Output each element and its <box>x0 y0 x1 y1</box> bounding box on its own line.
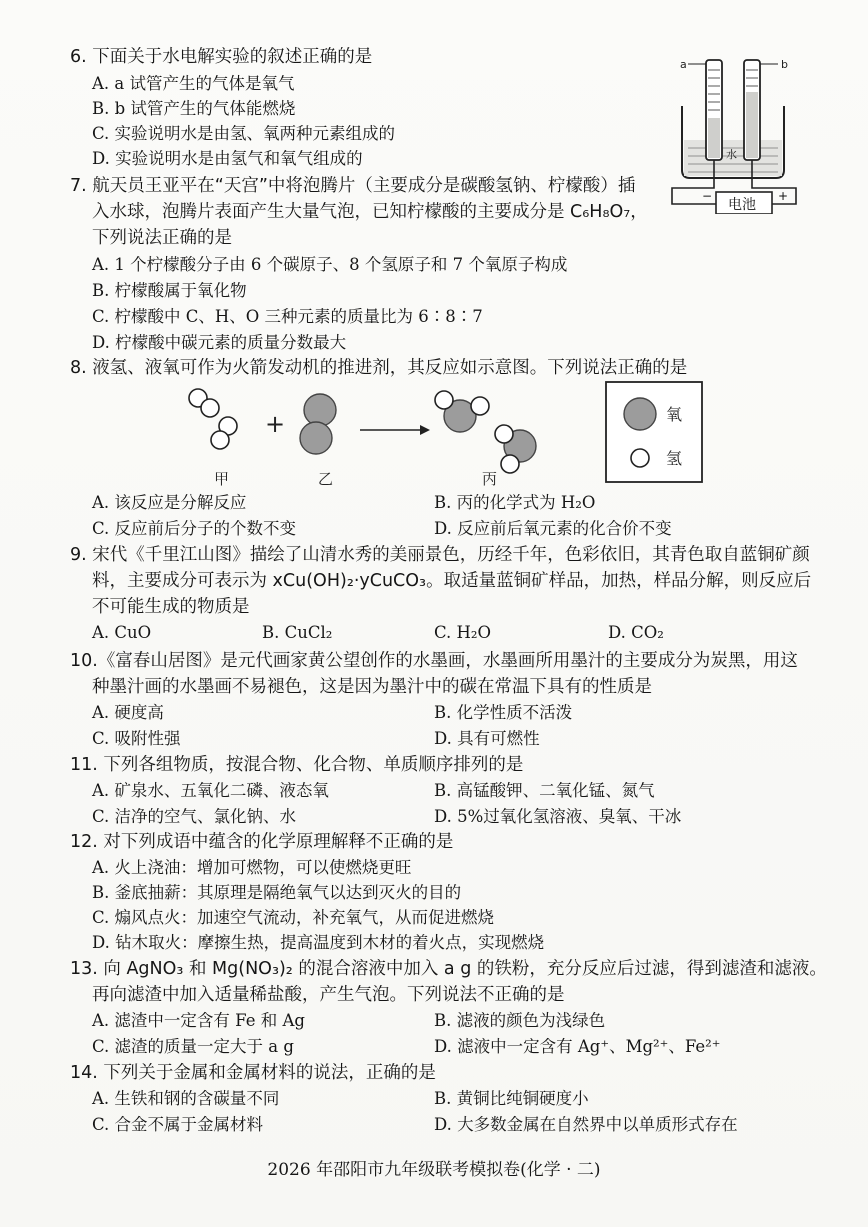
q7-option-a: A. 1 个柠檬酸分子由 6 个碳原子、8 个氢原子和 7 个氧原子构成 <box>92 255 568 274</box>
q10-option-a: A. 硬度高 <box>92 703 164 722</box>
legend-oxygen-atom <box>624 398 656 430</box>
q6-stem: 6. 下面关于水电解实验的叙述正确的是 <box>70 47 373 67</box>
legend-oxygen-label: 氧 <box>666 405 683 424</box>
q9-stem-line1: 9. 宋代《千里江山图》描绘了山清水秀的美丽景色，历经千年，色彩依旧，其青色取自蓝铜矿颜 <box>70 545 810 565</box>
water-label: 水 <box>726 148 737 161</box>
q12-option-b: B. 釜底抽薪：其原理是隔绝氧气以达到灭火的目的 <box>92 883 462 902</box>
q7-stem-line3: 下列说法正确的是 <box>92 228 232 248</box>
q10-option-c: C. 吸附性强 <box>92 729 181 748</box>
label-yi: 乙 <box>318 470 334 488</box>
q8-option-d: D. 反应前后氧元素的化合价不变 <box>434 519 672 538</box>
q8-option-c: C. 反应前后分子的个数不变 <box>92 519 297 538</box>
q11-option-a: A. 矿泉水、五氧化二磷、液态氧 <box>92 781 329 800</box>
q12-option-d: D. 钻木取火：摩擦生热，提高温度到木材的着火点，实现燃烧 <box>92 933 545 952</box>
electrolysis-diagram <box>668 48 800 214</box>
q13-option-c: C. 滤渣的质量一定大于 a g <box>92 1037 294 1056</box>
q9-option-d: D. CO₂ <box>608 623 664 642</box>
q11-option-d: D. 5%过氧化氢溶液、臭氧、干冰 <box>434 807 682 826</box>
q13-option-d: D. 滤液中一定含有 Ag⁺、Mg²⁺、Fe²⁺ <box>434 1037 721 1056</box>
label-jia: 甲 <box>214 470 230 488</box>
plus-sign: + <box>265 410 286 438</box>
q14-stem: 14. 下列关于金属和金属材料的说法，正确的是 <box>70 1063 436 1083</box>
q13-stem-line1: 13. 向 AgNO₃ 和 Mg(NO₃)₂ 的混合溶液中加入 a g 的铁粉，充分反应后过滤，得到滤渣和滤液。 <box>70 959 827 979</box>
q11-option-b: B. 高锰酸钾、二氧化锰、氮气 <box>434 781 655 800</box>
q9-option-b: B. CuCl₂ <box>262 623 333 642</box>
q8-stem: 8. 液氢、液氧可作为火箭发动机的推进剂，其反应如示意图。下列说法正确的是 <box>70 358 688 378</box>
tube-b-label: b <box>781 58 788 71</box>
battery-minus: − <box>702 189 713 203</box>
page-footer: 2026 年邵阳市九年级联考模拟卷(化学 · 二) <box>267 1160 601 1180</box>
battery-plus: + <box>778 189 789 203</box>
q10-stem-line2: 种墨汁画的水墨画不易褪色，这是因为墨汁中的碳在常温下具有的性质是 <box>92 677 652 697</box>
q9-option-c: C. H₂O <box>434 623 492 642</box>
label-bing: 丙 <box>482 470 498 488</box>
legend-hydrogen-atom <box>631 449 649 467</box>
q14-option-c: C. 合金不属于金属材料 <box>92 1115 264 1134</box>
q7-stem-line2: 入水球，泡腾片表面产生大量气泡，已知柠檬酸的主要成分是 C₆H₈O₇， <box>92 202 648 222</box>
battery-label: 电池 <box>728 197 756 213</box>
tube-a-label: a <box>680 58 687 71</box>
q7-option-c: C. 柠檬酸中 C、H、O 三种元素的质量比为 6∶8∶7 <box>92 307 483 326</box>
legend-box <box>606 382 702 482</box>
q9-option-a: A. CuO <box>92 623 152 642</box>
q11-option-c: C. 洁净的空气、氯化钠、水 <box>92 807 297 826</box>
q7-option-d: D. 柠檬酸中碳元素的质量分数最大 <box>92 333 347 352</box>
q7-option-b: B. 柠檬酸属于氧化物 <box>92 281 247 300</box>
q14-option-d: D. 大多数金属在自然界中以单质形式存在 <box>434 1115 738 1134</box>
q10-option-b: B. 化学性质不活泼 <box>434 703 573 722</box>
q10-stem-line1: 10.《富春山居图》是元代画家黄公望创作的水墨画，水墨画所用墨汁的主要成分为炭黑，用这 <box>70 651 798 671</box>
reaction-diagram <box>170 380 710 490</box>
q14-option-b: B. 黄铜比纯铜硬度小 <box>434 1089 589 1108</box>
legend-hydrogen-label: 氢 <box>666 449 683 468</box>
q6-option-d: D. 实验说明水是由氢气和氧气组成的 <box>92 149 363 168</box>
q13-option-a: A. 滤渣中一定含有 Fe 和 Ag <box>92 1011 305 1030</box>
jia-molecules <box>189 389 237 449</box>
q6-option-c: C. 实验说明水是由氢、氧两种元素组成的 <box>92 124 396 143</box>
q6-option-a: A. a 试管产生的气体是氧气 <box>92 74 295 93</box>
q12-option-a: A. 火上浇油：增加可燃物，可以使燃烧更旺 <box>92 858 412 877</box>
q9-stem-line3: 不可能生成的物质是 <box>92 597 250 617</box>
bing-molecules <box>435 391 536 473</box>
yi-molecule <box>300 394 336 454</box>
q12-option-c: C. 煽风点火：加速空气流动，补充氧气，从而促进燃烧 <box>92 908 495 927</box>
q10-option-d: D. 具有可燃性 <box>434 729 540 748</box>
q11-stem: 11. 下列各组物质，按混合物、化合物、单质顺序排列的是 <box>70 755 524 775</box>
q6-option-b: B. b 试管产生的气体能燃烧 <box>92 99 296 118</box>
q12-stem: 12. 对下列成语中蕴含的化学原理解释不正确的是 <box>70 832 454 852</box>
q13-stem-line2: 再向滤渣中加入适量稀盐酸，产生气泡。下列说法不正确的是 <box>92 985 565 1005</box>
q8-option-a: A. 该反应是分解反应 <box>92 493 247 512</box>
q13-option-b: B. 滤液的颜色为浅绿色 <box>434 1011 606 1030</box>
q14-option-a: A. 生铁和钢的含碳量不同 <box>92 1089 280 1108</box>
q7-stem-line1: 7. 航天员王亚平在“天宫”中将泡腾片（主要成分是碳酸氢钠、柠檬酸）插 <box>70 176 636 196</box>
q9-stem-line2: 料，主要成分可表示为 xCu(OH)₂·yCuCO₃。取适量蓝铜矿样品，加热，样品分解，则反应后 <box>92 571 812 591</box>
q8-option-b: B. 丙的化学式为 H₂O <box>434 493 596 512</box>
